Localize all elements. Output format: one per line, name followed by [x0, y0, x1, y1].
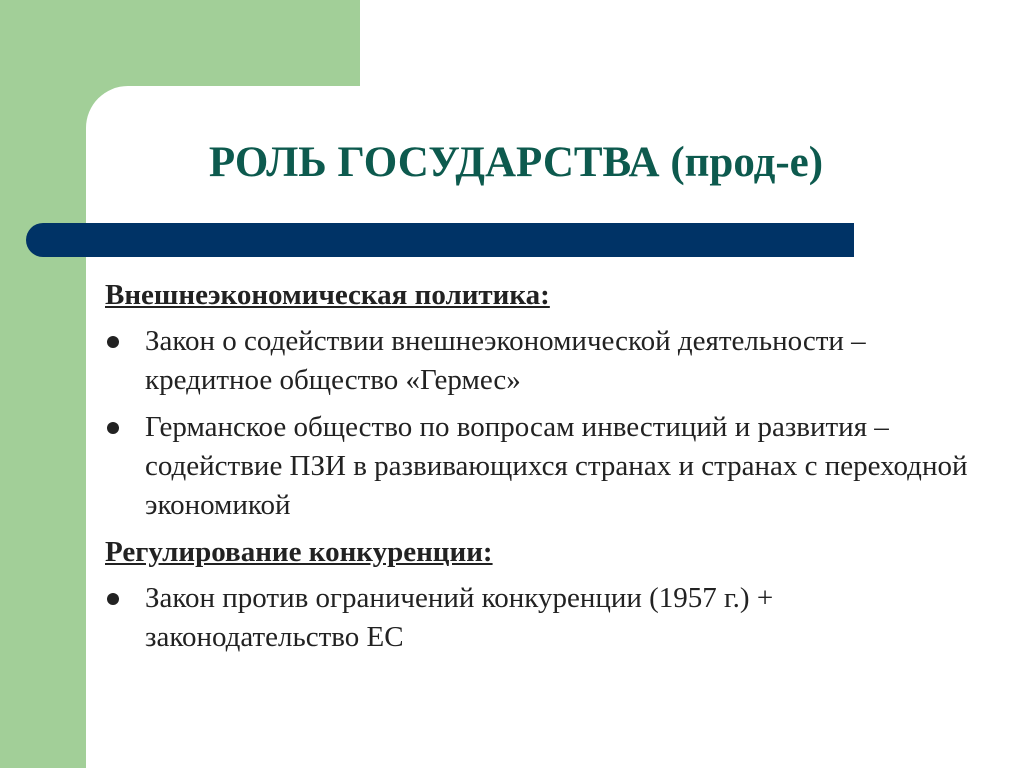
- bullet-dot-icon: [107, 336, 119, 348]
- slide-content: [105, 276, 985, 665]
- bullet-text: Германское общество по вопросам инвестиций и развития – содействие ПЗИ в развивающихся странах и странах с переходной экономикой: [145, 411, 968, 521]
- section-heading-competition: Регулирование конкуренции:: [105, 536, 493, 568]
- bullet-text: Закон о содействии внешнеэкономической деятельности – кредитное общество «Гермес»: [145, 325, 866, 396]
- bullet-item: [105, 408, 985, 525]
- bullet-item: [105, 579, 985, 657]
- title-underline-bar: [26, 223, 854, 257]
- bullet-item: [105, 322, 985, 400]
- bullet-dot-icon: [107, 422, 119, 434]
- slide-title: РОЛЬ ГОСУДАРСТВА (прод-е): [208, 139, 824, 186]
- section-heading-foreign-economic: Внешнеэкономическая политика:: [105, 279, 550, 311]
- bullet-dot-icon: [107, 593, 119, 605]
- bullet-text: Закон против ограничений конкуренции (1957 г.) + законодательство ЕС: [145, 582, 774, 653]
